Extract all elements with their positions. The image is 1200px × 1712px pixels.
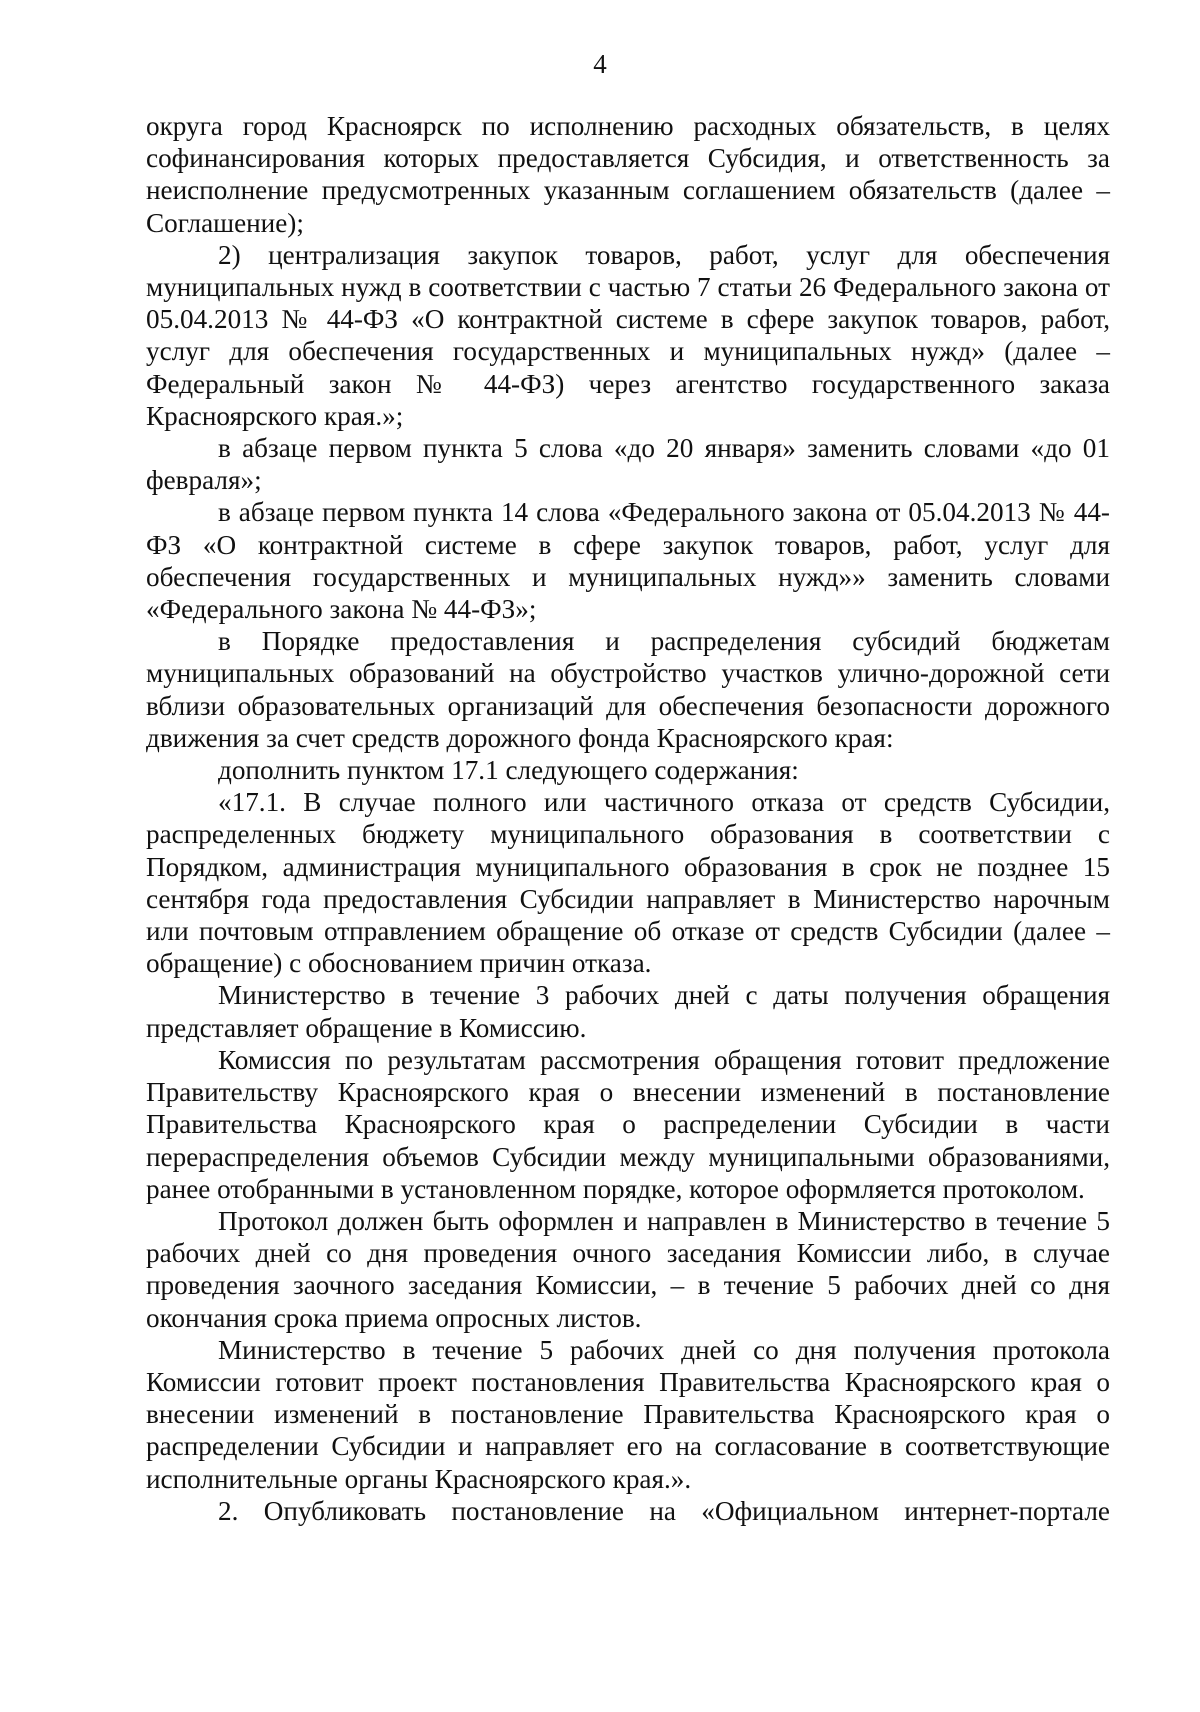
paragraph: в абзаце первом пункта 5 слова «до 20 января» заменить словами «до 01 февраля»; (146, 433, 1110, 496)
document-body (146, 110, 1110, 1527)
paragraph: в Порядке предоставления и распределения субсидий бюджетам муниципальных образований на обустройство участков улично-дорожной сети вблизи образовательных организаций для обеспечения безопасности дорожного движения за счет средств дорожного фонда Красноярского края: (146, 626, 1110, 753)
paragraph: Комиссия по результатам рассмотрения обращения готовит предложение Правительству Красноярского края о внесении изменений в постановление Правительства Красноярского края о распределении Субсидии в части перераспределения объемов Субсидии между муниципальными образованиями, ранее отобранными в установленном порядке, которое оформляется протоколом. (146, 1044, 1110, 1204)
page-number: 4 (593, 49, 607, 79)
paragraph: «17.1. В случае полного или частичного отказа от средств Субсидии, распределенных бюджету муниципального образования в соответствии с Порядком, администрация муниципального образования в срок не позднее 15 сентября года предоставления Субсидии направляет в Министерство нарочным или почтовым отправлением обращение об отказе от средств Субсидии (далее – обращение) с обоснованием причин отказа. (146, 787, 1110, 979)
paragraph: Министерство в течение 5 рабочих дней со дня получения протокола Комиссии готовит проект постановления Правительства Красноярского края о внесении изменений в постановление Правительства Красноярского края о распределении Субсидии и направляет его на согласование в соответствующие исполнительные органы Красноярского края.». (146, 1334, 1110, 1494)
paragraph: 2. Опубликовать постановление на «Официальном интернет-портале (218, 1495, 1110, 1526)
paragraph: дополнить пунктом 17.1 следующего содержания: (218, 755, 799, 786)
paragraph: 2) централизация закупок товаров, работ, услуг для обеспечения муниципальных нужд в соответствии с частью 7 статьи 26 Федерального закона от 05.04.2013 № 44-ФЗ «О контрактной системе в сфере закупок товаров, работ, услуг для обеспечения государственных и муниципальных нужд» (далее – Федеральный закон № 44-ФЗ) через агентство государственного заказа Красноярского края.»; (146, 239, 1110, 431)
paragraph: округа город Красноярск по исполнению расходных обязательств, в целях софинансирования которых предоставляется Субсидия, и ответственность за неисполнение предусмотренных указанным соглашением обязательств (далее – Соглашение); (146, 111, 1110, 238)
paragraph: Протокол должен быть оформлен и направлен в Министерство в течение 5 рабочих дней со дня проведения очного заседания Комиссии либо, в случае проведения заочного заседания Комиссии, – в течение 5 рабочих дней со дня окончания срока приема опросных листов. (146, 1205, 1110, 1333)
paragraph: Министерство в течение 3 рабочих дней с даты получения обращения представляет обращение в Комиссию. (146, 980, 1110, 1043)
paragraph: в абзаце первом пункта 14 слова «Федерального закона от 05.04.2013 № 44-ФЗ «О контрактной системе в сфере закупок товаров, работ, услуг для обеспечения государственных и муниципальных нужд»» заменить словами «Федерального закона № 44-ФЗ»; (146, 497, 1110, 625)
